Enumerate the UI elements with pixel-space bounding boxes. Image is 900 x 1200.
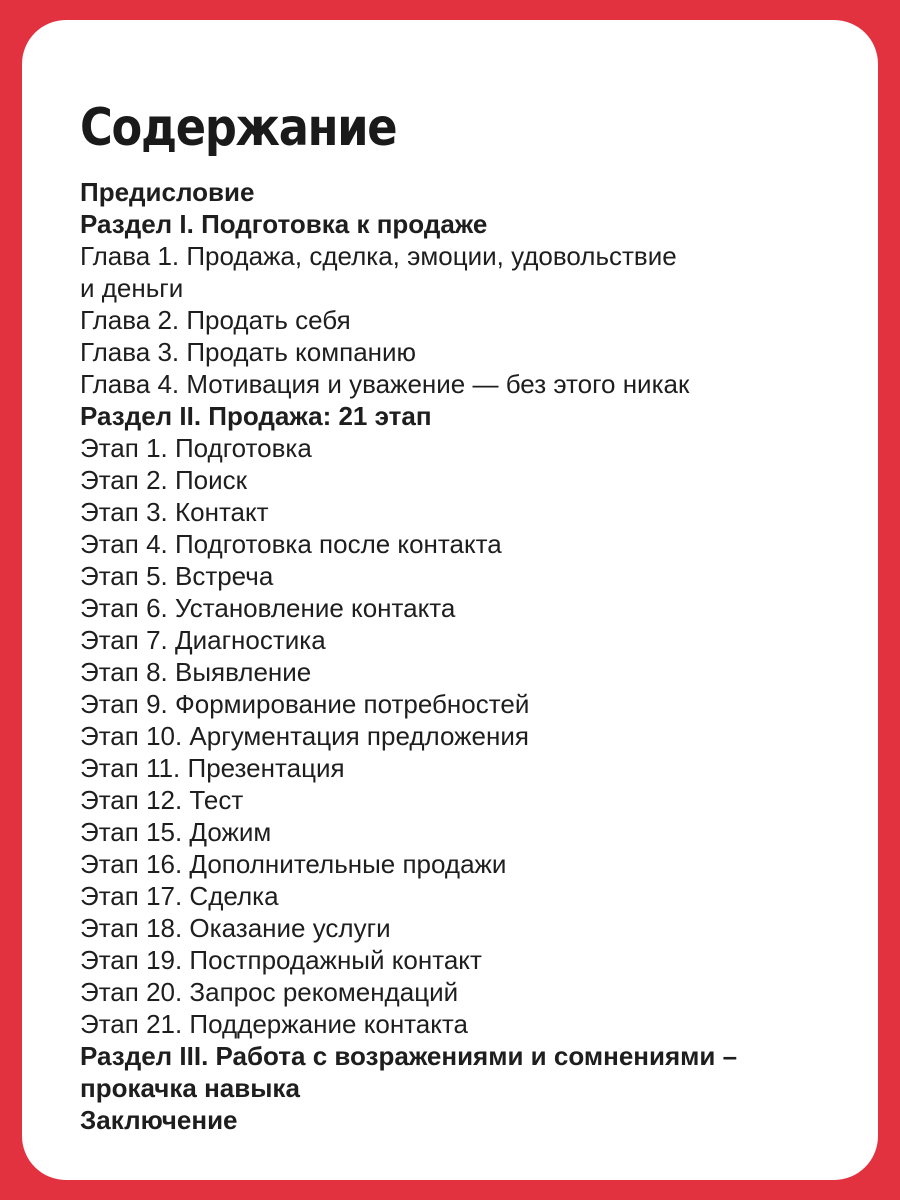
page-title: Содержание	[80, 98, 397, 158]
toc-entry: Этап 16. Дополнительные продажи	[80, 849, 507, 879]
toc-entry: Этап 6. Установление контакта	[80, 593, 456, 623]
toc-section-heading: Заключение	[80, 1105, 238, 1135]
toc-entry: Этап 9. Формирование потребностей	[80, 689, 530, 719]
content-card	[22, 20, 878, 1180]
toc-entry: Этап 19. Постпродажный контакт	[80, 945, 482, 975]
toc-entry: Этап 8. Выявление	[80, 657, 312, 687]
toc-entry: Глава 4. Мотивация и уважение — без этого никак	[80, 369, 690, 399]
toc-entry: Глава 3. Продать компанию	[80, 337, 417, 367]
toc-entry: Глава 1. Продажа, сделка, эмоции, удовольствие	[80, 241, 677, 271]
toc-entry: Этап 11. Презентация	[80, 753, 345, 783]
toc-entry: Этап 2. Поиск	[80, 465, 248, 495]
toc-entry: Этап 4. Подготовка после контакта	[80, 529, 502, 559]
toc-entry: Этап 5. Встреча	[80, 561, 274, 591]
toc-section-heading: Предисловие	[80, 177, 255, 207]
toc-entry: Этап 15. Дожим	[80, 817, 272, 847]
toc-section-heading: прокачка навыка	[80, 1073, 300, 1103]
toc-entry: и деньги	[80, 273, 184, 303]
toc-entry: Этап 18. Оказание услуги	[80, 913, 391, 943]
toc-entry: Этап 12. Тест	[80, 785, 244, 815]
toc-entry: Этап 10. Аргументация предложения	[80, 721, 529, 751]
toc-section-heading: Раздел I. Подготовка к продаже	[80, 209, 488, 239]
toc-section-heading: Раздел II. Продажа: 21 этап	[80, 401, 432, 431]
toc-entry: Этап 7. Диагностика	[80, 625, 326, 655]
toc-entry: Этап 17. Сделка	[80, 881, 279, 911]
toc-entry: Этап 21. Поддержание контакта	[80, 1009, 468, 1039]
toc-entry: Глава 2. Продать себя	[80, 305, 351, 335]
toc-section-heading: Раздел III. Работа с возражениями и сомнениями –	[80, 1041, 738, 1071]
toc-entry: Этап 3. Контакт	[80, 497, 269, 527]
toc-entry: Этап 20. Запрос рекомендаций	[80, 977, 459, 1007]
toc-entry: Этап 1. Подготовка	[80, 433, 312, 463]
table-of-contents	[80, 176, 878, 1136]
